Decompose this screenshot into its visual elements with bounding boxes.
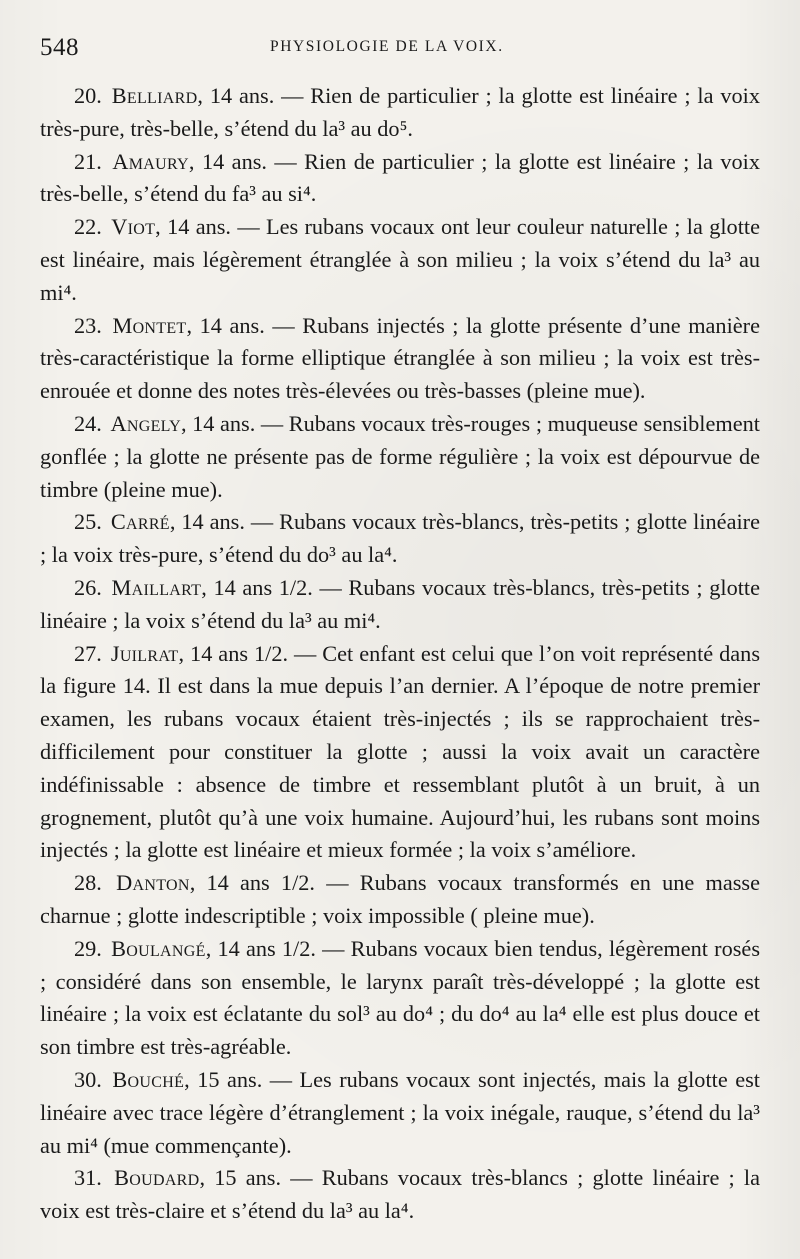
patient-name: Boudard	[114, 1165, 200, 1191]
entry-number: 31.	[74, 1165, 102, 1191]
patient-name: Angely	[110, 410, 181, 436]
entry-text: , 15 ans. — Les rubans vocaux sont injectés, mais la glotte est linéaire avec trace légère d’étranglement ; la voix inégale, rauque, s’étend du la³ au mi⁴ (mue commençante).	[40, 1066, 760, 1158]
entry-number: 20.	[74, 83, 102, 108]
case-entry-24	[40, 408, 760, 506]
entry-text: , 14 ans. — Rubans vocaux très-rouges ; muqueuse sensiblement gonflée ; la glotte ne présente pas de forme régulière ; la voix est dépourvue de timbre (pleine mue).	[40, 410, 760, 502]
case-entry-21	[40, 146, 760, 212]
entry-number: 24.	[74, 410, 102, 436]
entry-number: 27.	[74, 640, 102, 666]
patient-name: Boulangé	[111, 935, 206, 961]
case-entry-31	[40, 1162, 760, 1228]
patient-name: Danton	[116, 870, 190, 896]
patient-name: Montet	[112, 312, 187, 338]
entry-text: , 14 ans. — Rien de particulier ; la glotte est linéaire ; la voix très-pure, très-belle, s’étend du la³ au do⁵.	[40, 83, 760, 141]
patient-name: Viot	[111, 214, 156, 240]
entry-text: , 14 ans. — Rubans vocaux très-blancs, très-petits ; glotte linéaire ; la voix très-pure, s’étend du do³ au la⁴.	[40, 509, 760, 568]
entry-number: 30.	[74, 1066, 102, 1092]
case-entry-25	[40, 506, 760, 572]
case-entry-23	[40, 310, 760, 408]
case-entry-27	[40, 638, 760, 868]
entry-number: 28.	[74, 870, 102, 896]
entry-text: , 14 ans 1/2. — Rubans vocaux transformés en une masse charnue ; glotte indescriptible ; voix impossible ( pleine mue).	[40, 870, 760, 928]
entry-text: , 14 ans. — Les rubans vocaux ont leur couleur naturelle ; la glotte est linéaire, mais légèrement étranglée à son milieu ; la voix s’étend du la³ au mi⁴.	[40, 214, 760, 305]
entry-text: , 14 ans. — Rien de particulier ; la glotte est linéaire ; la voix très-belle, s’étend du fa³ au si⁴.	[40, 148, 760, 207]
entry-number: 23.	[74, 312, 102, 338]
case-entry-28	[40, 867, 760, 933]
entry-number: 29.	[74, 935, 102, 961]
entry-number: 21.	[74, 148, 102, 174]
entry-text: , 14 ans 1/2. — Rubans vocaux très-blancs, très-petits ; glotte linéaire ; la voix s’étend du la³ au mi⁴.	[40, 574, 760, 633]
entry-text: , 15 ans. — Rubans vocaux très-blancs ; glotte linéaire ; la voix est très-claire et s’étend du la³ au la⁴.	[40, 1165, 761, 1224]
patient-name: Amaury	[112, 148, 189, 174]
patient-name: Belliard	[111, 83, 198, 108]
page-body	[40, 80, 760, 1228]
case-entry-20	[40, 80, 760, 146]
patient-name: Juilrat	[110, 640, 179, 666]
entry-text: , 14 ans 1/2. — Rubans vocaux bien tendus, légèrement rosés ; considéré dans son ensemble, le larynx paraît très-développé ; la glotte est linéaire ; la voix est éclatante du sol³ au do⁴ ; du do⁴ au la⁴ elle est plus douce et son timbre est très-agréable.	[40, 935, 761, 1060]
running-title: PHYSIOLOGIE DE LA VOIX.	[270, 38, 504, 55]
page-number: 548	[40, 34, 79, 61]
entry-number: 25.	[74, 509, 102, 535]
case-entry-22	[40, 211, 760, 309]
entry-text: , 14 ans 1/2. — Cet enfant est celui que l’on voit représenté dans la figure 14. Il est dans la mue depuis l’an dernier. A l’époque de notre premier examen, les rubans vocaux étaient très-injectés ; ils se rapprochaient très-difficilement pour constituer la glotte ; aussi la voix avait un caractère indéfinissable : absence de timbre et ressemblant plutôt à un bruit, à un grognement, plutôt qu’à une voix humaine. Aujourd’hui, les rubans sont moins injectés ; la glotte est linéaire et mieux formée ; la voix s’améliore.	[40, 640, 760, 863]
entry-number: 26.	[74, 574, 102, 600]
patient-name: Carré	[110, 509, 170, 535]
patient-name: Maillart	[111, 574, 202, 600]
case-entry-29	[40, 933, 760, 1064]
case-entry-26	[40, 572, 760, 638]
entry-number: 22.	[74, 214, 102, 240]
entry-text: , 14 ans. — Rubans injectés ; la glotte présente d’une manière très-caractéristique la forme elliptique étranglée à son milieu ; la voix est très-enrouée et donne des notes très-élevées ou très-basses (pleine mue).	[40, 312, 760, 404]
case-entry-30	[40, 1064, 760, 1162]
patient-name: Bouché	[112, 1066, 185, 1092]
page-header	[40, 34, 772, 64]
